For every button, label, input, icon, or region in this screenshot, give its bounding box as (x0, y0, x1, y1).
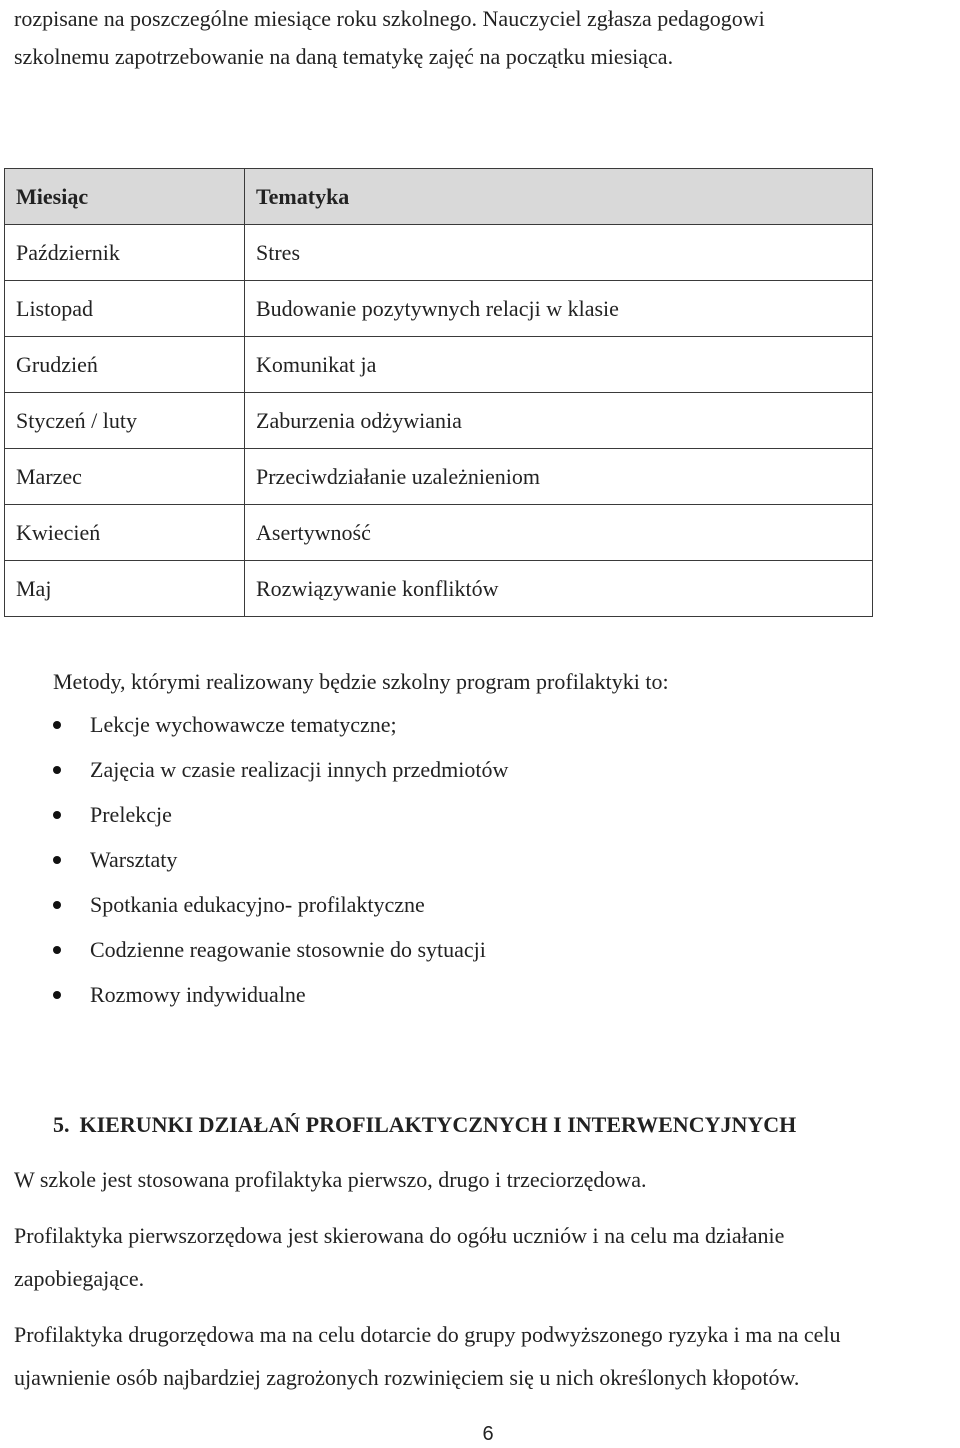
table-row (5, 281, 873, 337)
bullet-icon (53, 856, 61, 864)
topic-cell: Rozwiązywanie konfliktów (245, 561, 873, 617)
list-item-text: Codzienne reagowanie stosownie do sytuacji (90, 937, 486, 962)
topic-cell: Przeciwdziałanie uzależnieniom (245, 449, 873, 505)
list-item-text: Warsztaty (90, 847, 178, 872)
month-cell: Marzec (5, 449, 245, 505)
intro-paragraph (14, 0, 946, 76)
topics-schedule-table (4, 168, 873, 617)
paragraph-line: Profilaktyka drugorzędowa ma na celu dotarcie do grupy podwyższonego ryzyka i ma na celu (14, 1322, 841, 1347)
header-topic: Tematyka (245, 169, 873, 225)
bullet-icon (53, 901, 61, 909)
intro-line-2: szkolnemu zapotrzebowanie na daną tematykę zajęć na początku miesiąca. (14, 44, 674, 69)
section-number: 5. (53, 1112, 70, 1137)
list-item-text: Prelekcje (90, 802, 172, 827)
paragraph-line: ujawnienie osób najbardziej zagrożonych rozwinięciem się u nich określonych kłopotów. (14, 1365, 800, 1390)
paragraph-secondary-prevention (14, 1313, 946, 1399)
month-cell: Styczeń / luty (5, 393, 245, 449)
methods-section (53, 662, 933, 1017)
bullet-icon (53, 991, 61, 999)
table-row (5, 505, 873, 561)
list-item (53, 972, 933, 1017)
list-item-text: Zajęcia w czasie realizacji innych przedmiotów (90, 757, 509, 782)
month-cell: Październik (5, 225, 245, 281)
page-number: 6 (482, 1423, 494, 1445)
table-row (5, 393, 873, 449)
bullet-icon (53, 946, 61, 954)
table-header-row (5, 169, 873, 225)
list-item (53, 882, 933, 927)
list-item (53, 837, 933, 882)
paragraph-primary-prevention (14, 1214, 946, 1300)
topic-cell: Stres (245, 225, 873, 281)
topic-cell: Asertywność (245, 505, 873, 561)
paragraph-line: zapobiegające. (14, 1266, 145, 1291)
list-item (53, 747, 933, 792)
bullet-icon (53, 766, 61, 774)
bullet-icon (53, 811, 61, 819)
month-cell: Listopad (5, 281, 245, 337)
topic-cell: Zaburzenia odżywiania (245, 393, 873, 449)
table-row (5, 449, 873, 505)
section-heading (53, 1106, 796, 1144)
bullet-icon (53, 721, 61, 729)
table-row (5, 561, 873, 617)
list-item (53, 792, 933, 837)
table-row (5, 225, 873, 281)
paragraph-line: Profilaktyka pierwszorzędowa jest skierowana do ogółu uczniów i na celu ma działanie (14, 1223, 785, 1248)
intro-line-1: rozpisane na poszczególne miesiące roku szkolnego. Nauczyciel zgłasza pedagogowi (14, 6, 765, 31)
list-item (53, 927, 933, 972)
month-cell: Kwiecień (5, 505, 245, 561)
methods-list (53, 702, 933, 1017)
topic-cell: Budowanie pozytywnych relacji w klasie (245, 281, 873, 337)
list-item-text: Rozmowy indywidualne (90, 982, 306, 1007)
header-month: Miesiąc (5, 169, 245, 225)
month-cell: Grudzień (5, 337, 245, 393)
paragraph-prevention-levels: W szkole jest stosowana profilaktyka pierwszo, drugo i trzeciorzędowa. (14, 1167, 647, 1192)
month-cell: Maj (5, 561, 245, 617)
table-row (5, 337, 873, 393)
methods-lead: Metody, którymi realizowany będzie szkolny program profilaktyki to: (53, 669, 669, 694)
list-item (53, 702, 933, 747)
list-item-text: Spotkania edukacyjno- profilaktyczne (90, 892, 425, 917)
list-item-text: Lekcje wychowawcze tematyczne; (90, 712, 397, 737)
section-title: KIERUNKI DZIAŁAŃ PROFILAKTYCZNYCH I INTERWENCYJNYCH (79, 1112, 797, 1137)
topic-cell: Komunikat ja (245, 337, 873, 393)
